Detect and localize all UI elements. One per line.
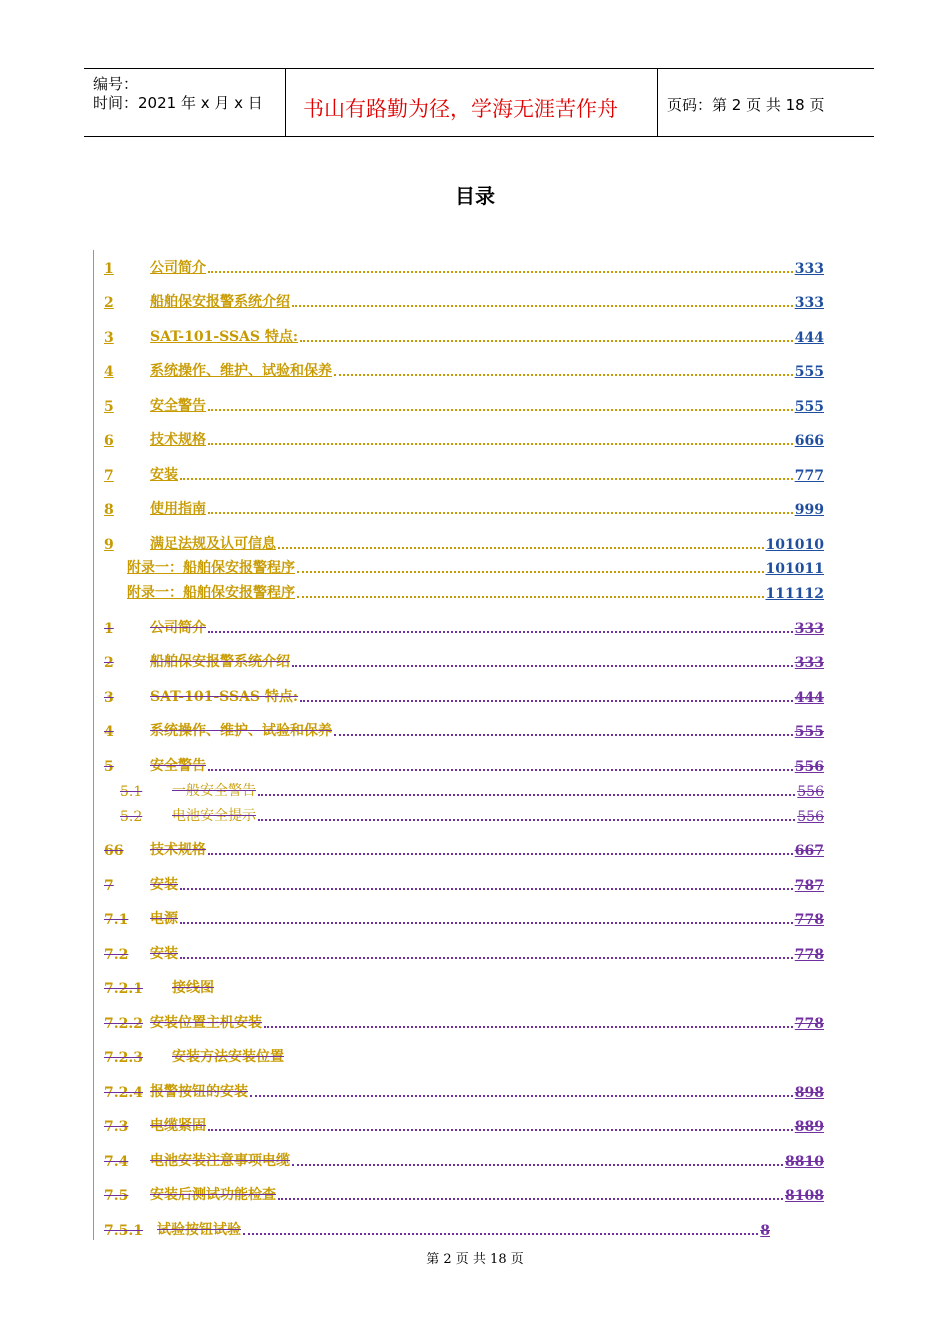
toc-entry-title: 电源 (150, 911, 178, 927)
toc-leader-dots (300, 699, 793, 702)
toc-entry-title: 技术规格 (150, 432, 206, 448)
toc-leader-dots (278, 1197, 783, 1200)
toc-entry[interactable] (127, 555, 824, 577)
toc-entry-number: 7.1 (104, 912, 129, 928)
toc-entry-page: 8108 (785, 1188, 824, 1204)
toc-entry[interactable] (104, 393, 824, 415)
toc-leader-dots (208, 630, 793, 633)
toc-entry-page: 889 (794, 1119, 824, 1135)
toc-entry[interactable] (104, 496, 824, 518)
toc-entry-page: 555 (794, 724, 824, 740)
toc-entry-title: 报警按钮的安装 (150, 1084, 248, 1100)
toc-entry[interactable] (104, 753, 824, 775)
toc-entry-page: 667 (794, 843, 824, 859)
toc-entry-title: 电缆紧固 (150, 1118, 206, 1134)
toc-entry[interactable] (104, 1217, 770, 1239)
toc-entry[interactable] (104, 358, 824, 380)
toc-entry-title: 安装后测试功能检查 (150, 1187, 276, 1203)
toc-leader-dots (250, 1094, 793, 1097)
toc-leader-dots (292, 304, 793, 307)
toc-entry[interactable] (104, 615, 824, 637)
page-title: 目录 (455, 184, 495, 208)
toc-entry-number: 6 (104, 433, 114, 449)
toc-entry[interactable] (104, 1182, 824, 1204)
toc-entry-number: 7.2.3 (104, 1050, 143, 1066)
toc-leader-dots (180, 887, 793, 890)
toc-entry-title: 系统操作、维护、试验和保养 (150, 363, 332, 379)
toc-entry-page: 333 (794, 295, 824, 311)
toc-entry-page: 778 (794, 912, 824, 928)
toc-entry-title: 安装 (150, 467, 178, 483)
toc-entry-title: 安全警告 (150, 758, 206, 774)
toc-leader-dots (258, 793, 795, 796)
toc-entry[interactable] (104, 1113, 824, 1135)
toc-entry-title: 安装方法安装位置 (172, 1049, 284, 1065)
toc-entry-page: 101011 (765, 561, 824, 577)
toc-entry-page: 555 (794, 364, 824, 380)
toc-entry-number: 5.2 (120, 809, 143, 825)
toc-entry[interactable] (120, 803, 824, 825)
toc-entry-title: 船舶保安报警系统介绍 (150, 294, 290, 310)
toc-leader-dots (180, 956, 793, 959)
header-number-label: 编号： (93, 75, 139, 93)
toc-entry-title: 船舶保安报警系统介绍 (150, 654, 290, 670)
toc-entry-page: 333 (794, 655, 824, 671)
toc-entry-page: 333 (794, 261, 824, 277)
toc-entry-title: 试验按钮试验 (157, 1222, 241, 1238)
toc-entry-page: 778 (794, 947, 824, 963)
toc-leader-dots (208, 270, 793, 273)
header-time-label: 时间：2021 年 x 月 x 日 (93, 94, 263, 112)
header-motto: 书山有路勤为径，学海无涯苦作舟 (303, 97, 618, 121)
toc-entry-number: 1 (104, 621, 114, 637)
header-page-info: 页码：第 2 页 共 18 页 (667, 96, 825, 114)
toc-entry[interactable] (104, 941, 824, 963)
toc-entry-number: 7.5.1 (104, 1223, 143, 1239)
toc-entry-title: 电池安全提示 (172, 808, 256, 824)
toc-entry-title: SAT-101-SSAS 特点: (150, 329, 299, 345)
toc-entry-page: 555 (794, 399, 824, 415)
toc-entry-page: 778 (794, 1016, 824, 1032)
toc-entry-number: 7.2 (104, 947, 129, 963)
toc-entry-number: 4 (104, 364, 114, 380)
toc-entry-number: 5 (104, 399, 114, 415)
toc-entry[interactable] (104, 649, 824, 671)
toc-entry[interactable] (104, 427, 824, 449)
toc-entry[interactable] (104, 289, 824, 311)
toc-entry-number: 7.2.1 (104, 981, 143, 997)
toc-entry-title: 电池安装注意事项电缆 (150, 1153, 290, 1169)
toc-entry-title: 安装位置主机安装 (150, 1015, 262, 1031)
toc-leader-dots (208, 511, 793, 514)
toc-leader-dots (297, 570, 764, 573)
toc-entry-page: 444 (794, 690, 824, 706)
toc-entry-number: 7.5 (104, 1188, 129, 1204)
toc-entry-title: 技术规格 (150, 842, 206, 858)
toc-entry[interactable] (104, 906, 824, 928)
toc-entry-page: 101010 (765, 537, 824, 553)
toc-entry-page: 8810 (785, 1154, 824, 1170)
toc-entry[interactable] (104, 1010, 824, 1032)
toc-entry[interactable] (104, 1044, 824, 1066)
toc-entry-title: 一般安全警告 (172, 783, 256, 799)
toc-entry-page: 898 (794, 1085, 824, 1101)
toc-leader-dots (258, 818, 795, 821)
toc-leader-dots (180, 477, 793, 480)
toc-entry-number: 7 (104, 878, 114, 894)
toc-leader-dots (278, 546, 764, 549)
toc-leader-dots (334, 373, 793, 376)
toc-leader-dots (208, 408, 793, 411)
toc-entry-title: 使用指南 (150, 501, 206, 517)
toc-entry-title: 公司简介 (150, 620, 206, 636)
toc-entry-number: 2 (104, 295, 114, 311)
toc-entry-number: 7 (104, 468, 114, 484)
toc-leader-dots (334, 733, 793, 736)
toc-leader-dots (292, 1163, 783, 1166)
toc-entry-page: 111112 (765, 586, 824, 602)
toc-entry[interactable] (104, 975, 824, 997)
toc-entry-title: SAT-101-SSAS 特点: (150, 689, 299, 705)
toc-entry-title: 接线图 (172, 980, 214, 996)
toc-entry-number: 7.2.2 (104, 1016, 143, 1032)
toc-entry[interactable] (104, 837, 824, 859)
toc-entry-number: 9 (104, 537, 114, 553)
toc-entry-title: 附录一：船舶保安报警程序 (127, 585, 295, 601)
toc-entry-page: 444 (794, 330, 824, 346)
toc-entry-number: 5.1 (120, 784, 143, 800)
toc-entry-number: 1 (104, 261, 114, 277)
toc-leader-dots (297, 595, 764, 598)
toc-entry-page: 556 (797, 809, 824, 825)
toc-entry[interactable] (104, 718, 824, 740)
toc-entry[interactable] (104, 872, 824, 894)
toc-leader-dots (300, 339, 793, 342)
toc-entry-number: 66 (104, 843, 124, 859)
toc-leader-dots (208, 852, 793, 855)
toc-entry-number: 3 (104, 690, 114, 706)
toc-entry-number: 7.4 (104, 1154, 129, 1170)
toc-entry-title: 满足法规及认可信息 (150, 536, 276, 552)
toc-entry-title: 安装 (150, 877, 178, 893)
toc-entry[interactable] (127, 580, 824, 602)
toc-entry-page: 556 (797, 784, 824, 800)
toc-leader-dots (208, 442, 793, 445)
page-footer: 第 2 页 共 18 页 (426, 1252, 524, 1267)
toc-entry[interactable] (104, 324, 824, 346)
toc-entry-page: 8 (760, 1223, 770, 1239)
toc-entry-page: 666 (794, 433, 824, 449)
toc-entry-title: 安装 (150, 946, 178, 962)
revision-change-bar (93, 250, 94, 1240)
toc-entry-title: 公司简介 (150, 260, 206, 276)
toc-entry-title: 附录一：船舶保安报警程序 (127, 560, 295, 576)
toc-entry-number: 2 (104, 655, 114, 671)
toc-leader-dots (208, 1128, 793, 1131)
toc-entry[interactable] (104, 684, 824, 706)
toc-entry[interactable] (104, 1079, 824, 1101)
toc-entry[interactable] (104, 255, 824, 277)
toc-entry-page: 556 (794, 759, 824, 775)
toc-entry-title: 安全警告 (150, 398, 206, 414)
toc-leader-dots (292, 664, 793, 667)
toc-entry-page: 777 (794, 468, 824, 484)
toc-leader-dots (208, 768, 793, 771)
toc-entry[interactable] (104, 1148, 824, 1170)
toc-entry-page: 999 (794, 502, 824, 518)
toc-entry-page: 787 (794, 878, 824, 894)
toc-entry-number: 3 (104, 330, 114, 346)
toc-entry-number: 5 (104, 759, 114, 775)
toc-entry-number: 7.3 (104, 1119, 129, 1135)
toc-leader-dots (264, 1025, 793, 1028)
toc-entry-title: 系统操作、维护、试验和保养 (150, 723, 332, 739)
toc-entry-page: 333 (794, 621, 824, 637)
toc-leader-dots (180, 921, 793, 924)
toc-entry[interactable] (104, 531, 824, 553)
toc-entry-number: 8 (104, 502, 114, 518)
toc-entry[interactable] (104, 462, 824, 484)
toc-entry[interactable] (120, 778, 824, 800)
toc-leader-dots (243, 1232, 758, 1235)
toc-entry-number: 4 (104, 724, 114, 740)
toc-entry-number: 7.2.4 (104, 1085, 143, 1101)
